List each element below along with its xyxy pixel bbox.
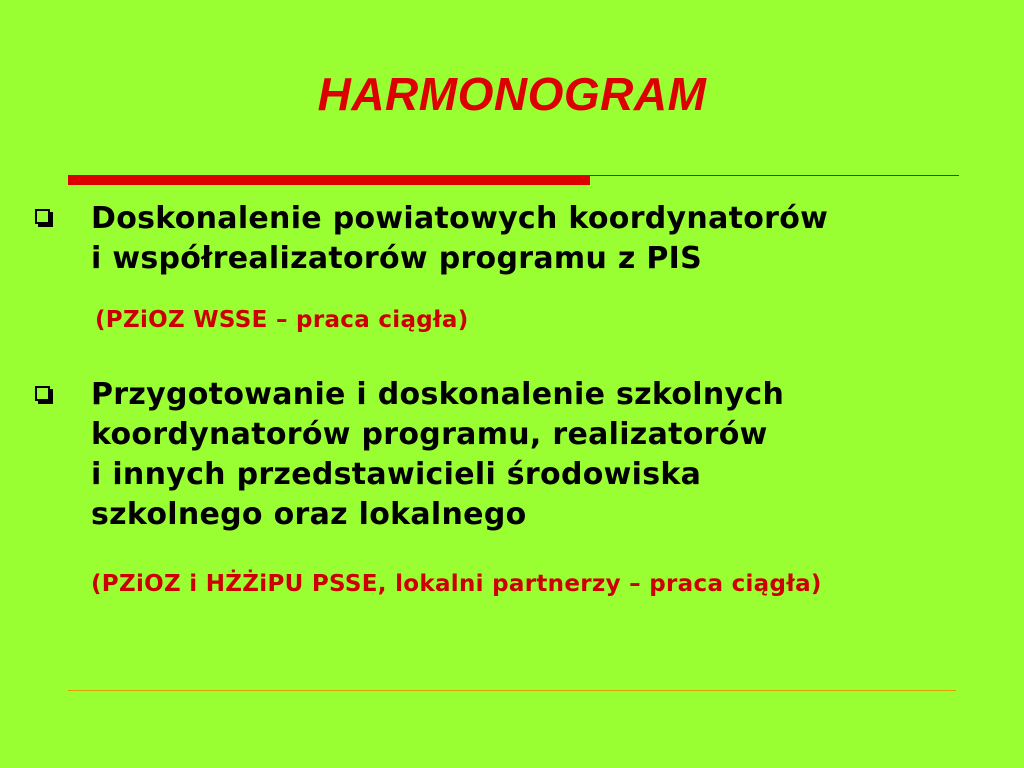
footer-divider: [68, 690, 956, 691]
slide-title: HARMONOGRAM: [317, 68, 707, 120]
bullet-item-2-line-3: i innych przedstawicieli środowiska: [91, 457, 702, 492]
bullet-item-2-text: [91, 375, 1001, 535]
hollow-square-bullet-icon: [35, 209, 50, 224]
bullet-item-1-line-1: Doskonalenie powiatowych koordynatorów: [91, 201, 829, 236]
bullet-item-2-line-1: Przygotowanie i doskonalenie szkolnych: [91, 377, 785, 412]
bullet-item-2-line-2: koordynatorów programu, realizatorów: [91, 417, 768, 452]
bullet-item-1-text: [91, 199, 1001, 279]
hollow-square-bullet-icon: [35, 386, 50, 401]
title-underline-thick: [68, 175, 590, 185]
bullet-item-1-note: (PZiOZ WSSE – praca ciągła): [95, 307, 469, 333]
bullet-item-1-line-2: i współrealizatorów programu z PIS: [91, 241, 703, 276]
bullet-item-2-line-4: szkolnego oraz lokalnego: [91, 497, 527, 532]
title-underline-thin: [590, 175, 959, 176]
bullet-item-2-note: (PZiOZ i HŻŻiPU PSSE, lokalni partnerzy – praca ciągła): [91, 571, 822, 597]
